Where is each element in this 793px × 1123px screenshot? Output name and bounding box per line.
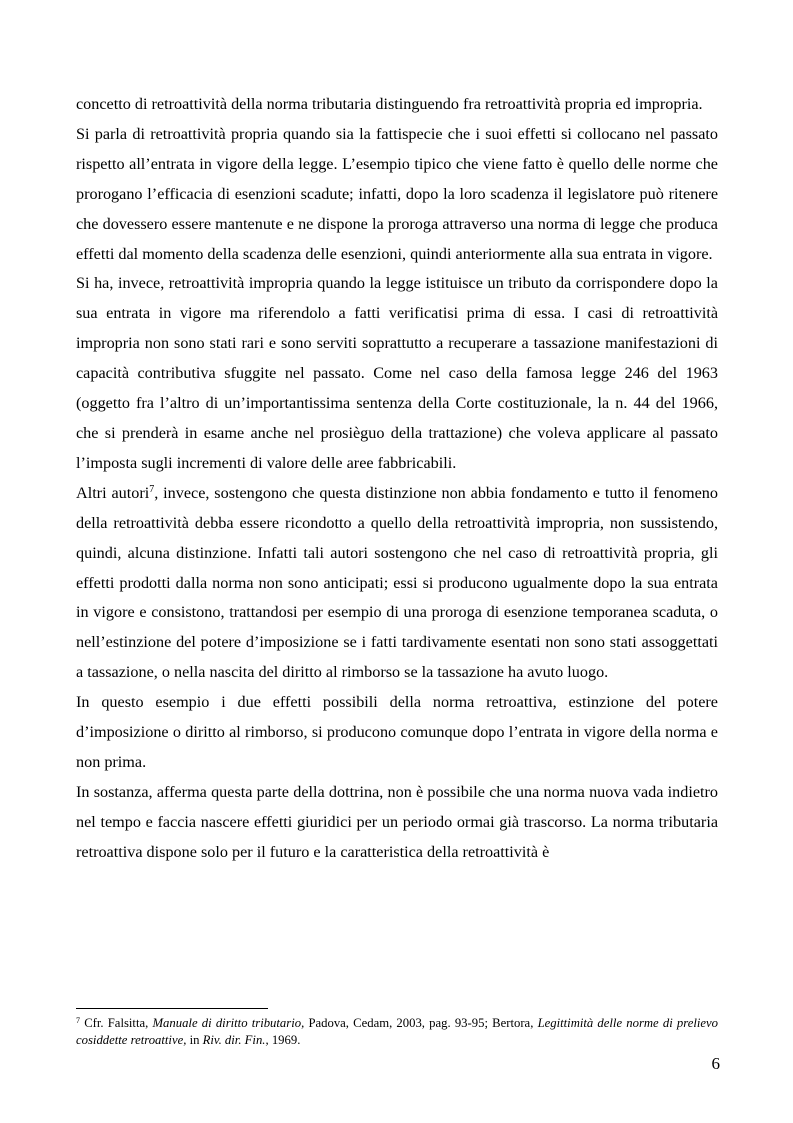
- page-number: 6: [711, 1054, 720, 1073]
- paragraph-5: In questo esempio i due effetti possibili della norma retroattiva, estinzione del potere d’imposizione o diritto al rimborso, si producono comunque dopo l’entrata in vigore della norma e non prima.: [76, 693, 718, 771]
- paragraph-6: In sostanza, afferma questa parte della dottrina, non è possibile che una norma nuova vada indietro nel tempo e faccia nascere effetti giuridici per un periodo ormai già trascorso. La norma tributaria retroattiva dispone solo per il futuro e la caratteristica della retroattività è: [76, 782, 718, 861]
- footnote-separator: [76, 1008, 268, 1009]
- paragraph-4-rest: , invece, sostengono che questa distinzione non abbia fondamento e tutto il fenomeno della retroattività debba essere ricondotto a quello della retroattività impropria, non sussistendo, quindi, alcuna distinzione. Infatti tali autori sostengono che nel caso di retroattività propria, gli effetti prodotti dalla norma non sono anticipati; essi si producono ugualmente dopo la sua entrata in vigore e consistono, trattandosi per esempio di una proroga di esenzione temporanea scaduta, o nell’estinzione del potere d’imposizione se i fatti tardivamente esentati non sono stati assoggettati a tassazione, o nella nascita del diritto al rimborso se la tassazione ha avuto luogo.: [76, 483, 718, 682]
- paragraph-4-lead: Altri autori: [76, 483, 150, 502]
- paragraph-1: concetto di retroattività della norma tributaria distinguendo fra retroattività propria ed impropria.: [76, 95, 703, 113]
- paragraph-4: [76, 479, 718, 688]
- footnote-title-2: Legittimità delle norme di prelievo cosiddette retroattive,: [76, 1016, 719, 1047]
- footnote-in: in: [189, 1033, 200, 1047]
- paragraph-2: Si parla di retroattività propria quando sia la fattispecie che i suoi effetti si collocano nel passato rispetto all’entrata in vigore della legge. L’esempio tipico che viene fatto è quello delle norme che prorogano l’efficacia di esenzioni scadute; infatti, dopo la loro scadenza il legislatore può ritenere che dovessero essere mantenute e ne dispone la proroga attraverso una norma di legge che produca effetti dal momento della scadenza delle esenzioni, quindi anteriormente alla sua entrata in vigore.: [76, 124, 718, 263]
- footnote: [76, 1015, 718, 1049]
- footnote-publisher-1: Padova, Cedam, 2003, pag. 93-95; Bertora,: [308, 1016, 534, 1030]
- paragraph-3: Si ha, invece, retroattività impropria quando la legge istituisce un tributo da corrispondere dopo la sua entrata in vigore ma riferendolo a fatti verificatisi prima di essa. I casi di retroattività impropria non sono stati rari e sono serviti soprattutto a recuperare a tassazione manifestazioni di capacità contributiva sfuggite nel passato. Come nel caso della famosa legge 246 del 1963 (oggetto fra l’altro di un’importantissima sentenza della Corte costituzionale, la n. 44 del 1966, che si prenderà in esame anche nel prosièguo della trattazione) che voleva applicare al passato l’imposta sugli incrementi di valore delle aree fabbricabili.: [76, 274, 718, 472]
- footnote-author-1: Cfr. Falsitta,: [84, 1016, 149, 1030]
- footnote-year: 1969.: [271, 1033, 301, 1047]
- footnote-reference: 7: [149, 483, 155, 495]
- footnote-journal: Riv. dir. Fin.,: [202, 1033, 269, 1047]
- footnote-number: 7: [76, 1016, 80, 1025]
- body-text: [76, 90, 718, 868]
- footnote-title-1: Manuale di diritto tributario,: [152, 1016, 305, 1030]
